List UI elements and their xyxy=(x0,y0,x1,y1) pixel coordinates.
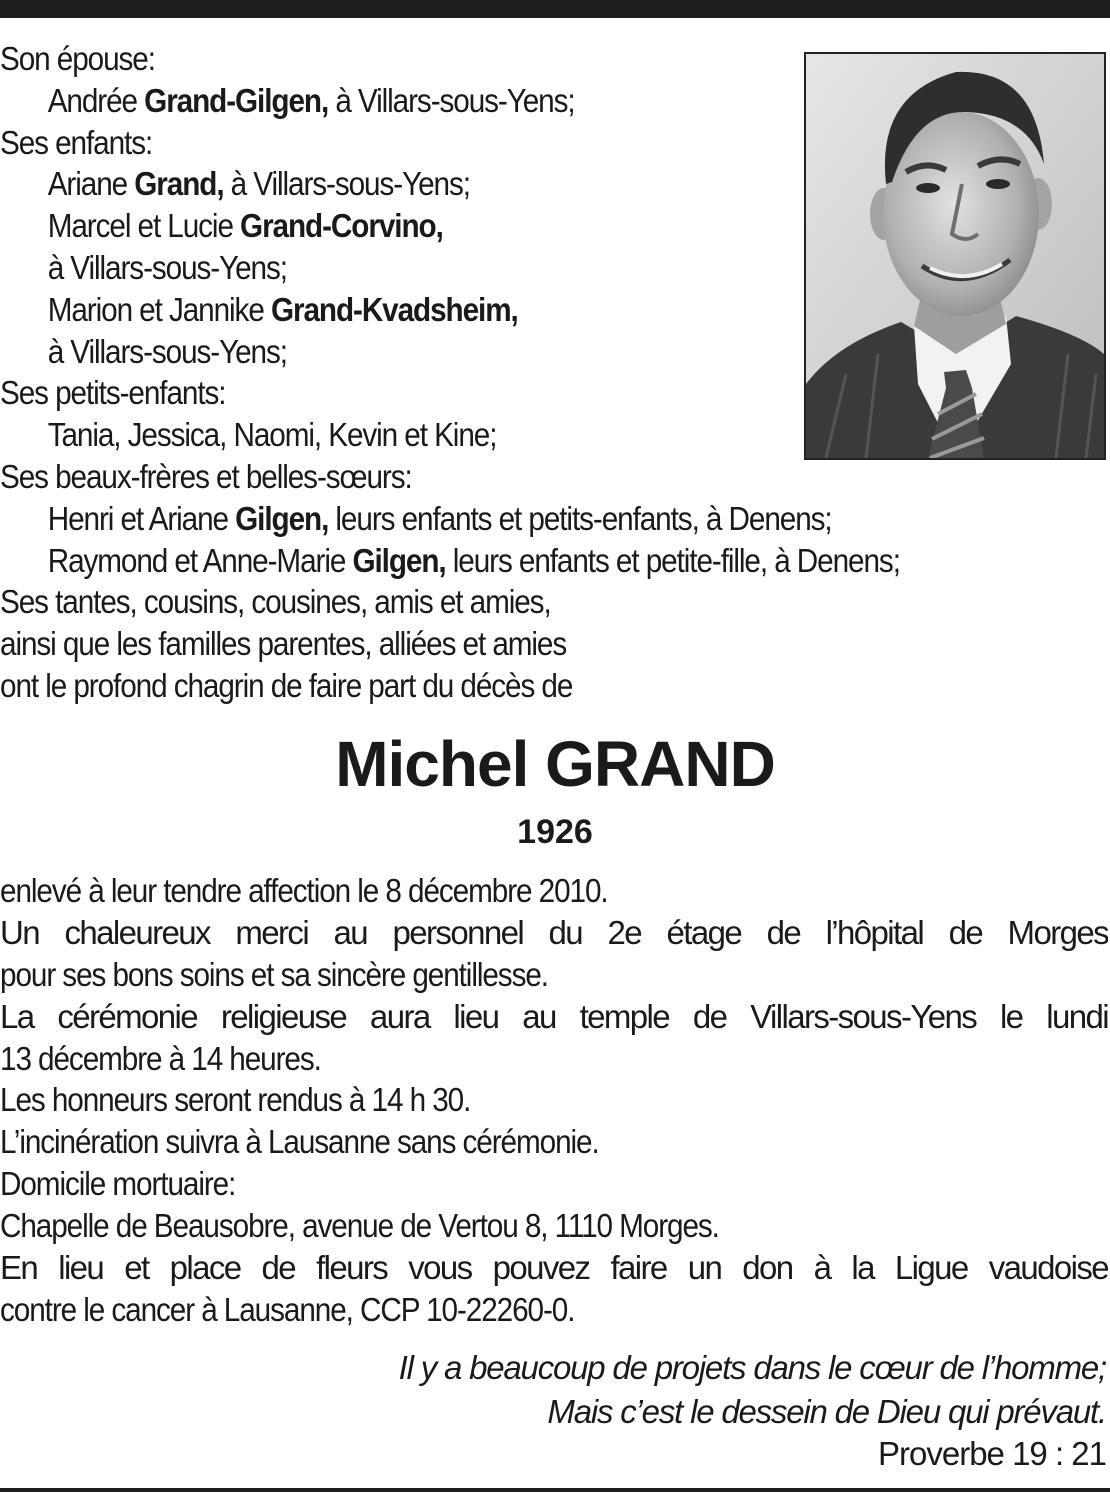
body-line: En lieu et place de fleurs vous pouvez faire un don à la Ligue vaudoise xyxy=(0,1249,1108,1287)
relatives-line: ainsi que les familles parentes, alliées et amies xyxy=(0,625,567,663)
body-line: L’incinération suivra à Lausanne sans cérémonie. xyxy=(0,1123,599,1161)
portrait-illustration xyxy=(806,54,1104,458)
body-line: La cérémonie religieuse aura lieu au temple de Villars-sous-Yens le lundi xyxy=(0,997,1108,1035)
body-line: enlevé à leur tendre affection le 8 décembre 2010. xyxy=(0,872,608,909)
inlaw-entry: Raymond et Anne-Marie Gilgen, leurs enfants et petite-fille, à Denens; xyxy=(47,541,900,579)
surname: Grand, xyxy=(134,165,224,203)
child-entry: Ariane Grand, à Villars-sous-Yens; xyxy=(47,165,470,203)
body-line: Un chaleureux merci au personnel du 2e étage de l’hôpital de Morges xyxy=(0,913,1108,951)
spouse-heading: Son épouse: xyxy=(0,40,155,77)
surname: Grand-Kvadsheim, xyxy=(270,290,518,328)
bottom-border xyxy=(0,1488,1110,1492)
deceased-name: Michel GRAND xyxy=(335,728,775,800)
body-line: Domicile mortuaire: xyxy=(0,1165,236,1203)
spouse-entry: Andrée Grand-Gilgen, à Villars-sous-Yens; xyxy=(47,81,575,119)
body-line: pour ses bons soins et sa sincère gentillesse. xyxy=(0,955,548,993)
announcement-line: ont le profond chagrin de faire part du décès de xyxy=(0,666,573,704)
body-line: Les honneurs seront rendus à 14 h 30. xyxy=(0,1081,471,1119)
notice-body xyxy=(0,870,1110,1331)
grandchildren-list: Tania, Jessica, Naomi, Kevin et Kine; xyxy=(47,416,497,454)
quote-line: Mais c’est le dessein de Dieu qui prévaut. xyxy=(547,1393,1106,1430)
inlaw-entry: Henri et Ariane Gilgen, leurs enfants et petits-enfants, à Denens; xyxy=(47,499,832,537)
body-line: Chapelle de Beausobre, avenue de Vertou 8, 1110 Morges. xyxy=(0,1207,719,1245)
grandchildren-heading: Ses petits-enfants: xyxy=(0,374,226,412)
surname: Gilgen, xyxy=(235,499,329,537)
quote-reference: Proverbe 19 : 21 xyxy=(878,1435,1106,1472)
body-line: 13 décembre à 14 heures. xyxy=(0,1039,321,1077)
child-place: à Villars-sous-Yens; xyxy=(47,332,287,370)
surname: Grand-Corvino, xyxy=(240,207,443,245)
body-line: contre le cancer à Lausanne, CCP 10-22260-0. xyxy=(0,1290,575,1328)
birth-year: 1926 xyxy=(517,813,593,851)
inlaws-heading: Ses beaux-frères et belles-sœurs: xyxy=(0,457,412,495)
bible-quote xyxy=(206,1346,1106,1474)
surname: Gilgen, xyxy=(352,541,446,579)
portrait-photo xyxy=(804,52,1106,460)
quote-line: Il y a beaucoup de projets dans le cœur de l’homme; xyxy=(398,1349,1106,1386)
child-entry: Marion et Jannike Grand-Kvadsheim, xyxy=(47,290,518,328)
child-entry: Marcel et Lucie Grand-Corvino, xyxy=(47,207,443,245)
relatives-line: Ses tantes, cousins, cousines, amis et amies, xyxy=(0,583,551,621)
top-border xyxy=(0,0,1110,18)
surname: Grand-Gilgen, xyxy=(144,81,329,119)
children-heading: Ses enfants: xyxy=(0,123,153,161)
child-place: à Villars-sous-Yens; xyxy=(47,248,287,286)
